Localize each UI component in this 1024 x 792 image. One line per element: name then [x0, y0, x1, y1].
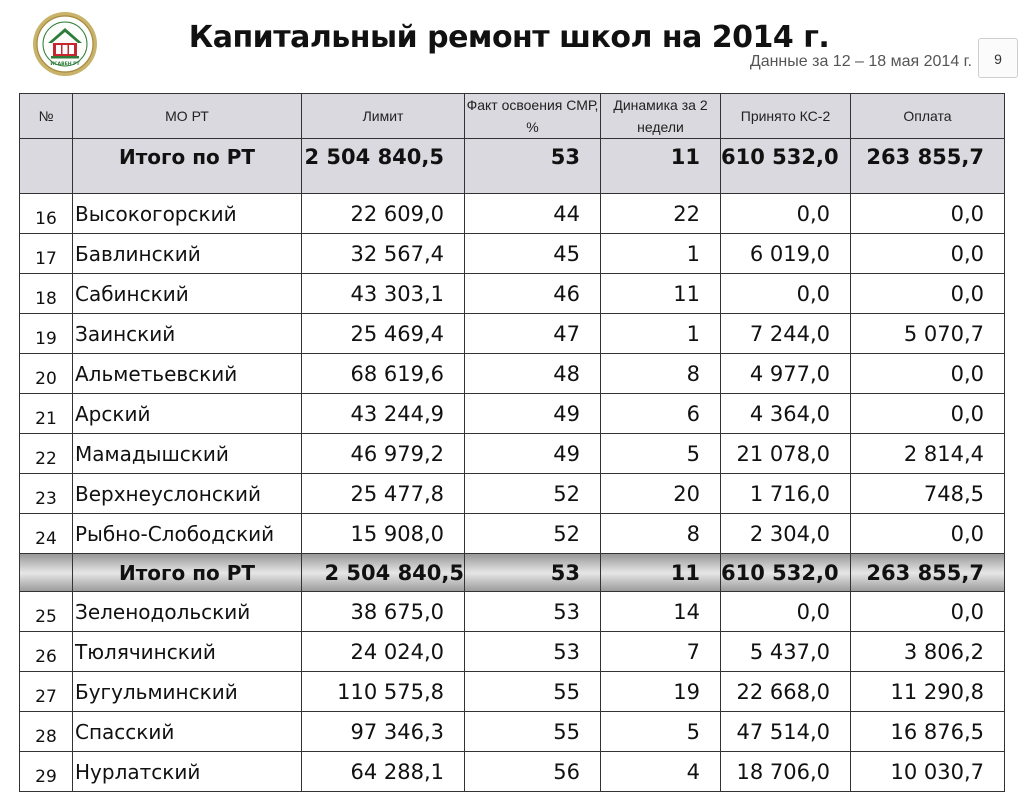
cell-fact: 55 — [465, 672, 601, 712]
cell-dyn: 5 — [601, 434, 721, 474]
cell-limit: 64 288,1 — [302, 752, 465, 792]
table-row — [20, 672, 1005, 712]
logo-caption: ИСАВЕН РТ — [50, 62, 80, 67]
cell-limit: 46 979,2 — [302, 434, 465, 474]
cell-fact: 45 — [465, 234, 601, 274]
cell-n: 25 — [20, 592, 73, 632]
cell-dyn: 1 — [601, 234, 721, 274]
cell-name: Бугульминский — [73, 672, 302, 712]
cell-ks2: 47 514,0 — [721, 712, 851, 752]
cell-fact: 52 — [465, 514, 601, 554]
table-row — [20, 394, 1005, 434]
cell-n: 19 — [20, 314, 73, 354]
column-header: МО РТ — [73, 94, 302, 139]
cell-name: Зеленодольский — [73, 592, 302, 632]
cell-pay: 10 030,7 — [851, 752, 1005, 792]
cell-n: 29 — [20, 752, 73, 792]
table-row — [20, 712, 1005, 752]
cell-fact: 53 — [465, 632, 601, 672]
cell-dyn: 19 — [601, 672, 721, 712]
cell-ks2: 2 304,0 — [721, 514, 851, 554]
total-row: Итого по РТ 2 504 840,5 53 11 610 532,0 263 855,7 — [20, 554, 1005, 592]
cell-n: 22 — [20, 434, 73, 474]
cell-pay: 0,0 — [851, 592, 1005, 632]
cell-pay: 2 814,4 — [851, 434, 1005, 474]
cell-fact: 53 — [465, 592, 601, 632]
cell-dyn: 5 — [601, 712, 721, 752]
cell-n: 18 — [20, 274, 73, 314]
cell-fact: 49 — [465, 434, 601, 474]
page-number: 9 — [978, 38, 1018, 78]
cell-dyn: 22 — [601, 194, 721, 234]
cell-pay: 0,0 — [851, 514, 1005, 554]
cell-name: Высокогорский — [73, 194, 302, 234]
cell-limit: 25 469,4 — [302, 314, 465, 354]
cell-fact: 48 — [465, 354, 601, 394]
cell-dyn: 6 — [601, 394, 721, 434]
cell-dyn: 8 — [601, 354, 721, 394]
cell-ks2: 4 364,0 — [721, 394, 851, 434]
cell-n: 20 — [20, 354, 73, 394]
cell-fact: 56 — [465, 752, 601, 792]
table-row — [20, 314, 1005, 354]
cell-dyn: 4 — [601, 752, 721, 792]
column-header: № — [20, 94, 73, 139]
cell-n: 16 — [20, 194, 73, 234]
cell-ks2: 18 706,0 — [721, 752, 851, 792]
total-row: Итого по РТ 2 504 840,5 53 11 610 532,0 263 855,7 — [20, 139, 1005, 194]
table-row — [20, 632, 1005, 672]
table-row — [20, 234, 1005, 274]
cell-ks2: 0,0 — [721, 274, 851, 314]
cell-name: Мамадышский — [73, 434, 302, 474]
cell-limit: 97 346,3 — [302, 712, 465, 752]
column-header: Факт освоения СМР, % — [465, 94, 601, 139]
cell-ks2: 7 244,0 — [721, 314, 851, 354]
cell-limit: 15 908,0 — [302, 514, 465, 554]
cell-n: 17 — [20, 234, 73, 274]
cell-name: Нурлатский — [73, 752, 302, 792]
cell-ks2: 1 716,0 — [721, 474, 851, 514]
cell-n: 27 — [20, 672, 73, 712]
table-row — [20, 354, 1005, 394]
cell-dyn: 8 — [601, 514, 721, 554]
repair-table — [19, 93, 1005, 792]
cell-fact: 46 — [465, 274, 601, 314]
table-header-row — [20, 94, 1005, 139]
table-row — [20, 752, 1005, 792]
column-header: Лимит — [302, 94, 465, 139]
cell-ks2: 0,0 — [721, 592, 851, 632]
cell-pay: 0,0 — [851, 354, 1005, 394]
cell-ks2: 6 019,0 — [721, 234, 851, 274]
cell-pay: 3 806,2 — [851, 632, 1005, 672]
cell-limit: 25 477,8 — [302, 474, 465, 514]
cell-n: 28 — [20, 712, 73, 752]
table-row — [20, 434, 1005, 474]
cell-name: Верхнеуслонский — [73, 474, 302, 514]
cell-limit: 38 675,0 — [302, 592, 465, 632]
table-row — [20, 474, 1005, 514]
cell-fact: 47 — [465, 314, 601, 354]
cell-name: Тюлячинский — [73, 632, 302, 672]
cell-fact: 55 — [465, 712, 601, 752]
cell-ks2: 0,0 — [721, 194, 851, 234]
cell-n: 23 — [20, 474, 73, 514]
cell-dyn: 7 — [601, 632, 721, 672]
cell-pay: 5 070,7 — [851, 314, 1005, 354]
cell-ks2: 4 977,0 — [721, 354, 851, 394]
cell-n: 21 — [20, 394, 73, 434]
cell-pay: 748,5 — [851, 474, 1005, 514]
column-header: Динамика за 2 недели — [601, 94, 721, 139]
cell-pay: 16 876,5 — [851, 712, 1005, 752]
cell-limit: 24 024,0 — [302, 632, 465, 672]
cell-name: Спасский — [73, 712, 302, 752]
column-header: Принято КС-2 — [721, 94, 851, 139]
cell-pay: 0,0 — [851, 394, 1005, 434]
cell-n: 24 — [20, 514, 73, 554]
cell-ks2: 22 668,0 — [721, 672, 851, 712]
date-range-subtitle: Данные за 12 – 18 мая 2014 г. — [749, 53, 972, 70]
cell-name: Рыбно-Слободский — [73, 514, 302, 554]
cell-name: Альметьевский — [73, 354, 302, 394]
cell-limit: 43 244,9 — [302, 394, 465, 434]
cell-fact: 44 — [465, 194, 601, 234]
cell-fact: 52 — [465, 474, 601, 514]
cell-ks2: 5 437,0 — [721, 632, 851, 672]
table-row — [20, 514, 1005, 554]
cell-fact: 49 — [465, 394, 601, 434]
cell-dyn: 1 — [601, 314, 721, 354]
table-row — [20, 274, 1005, 314]
cell-pay: 0,0 — [851, 194, 1005, 234]
table-row — [20, 592, 1005, 632]
cell-name: Арский — [73, 394, 302, 434]
cell-dyn: 20 — [601, 474, 721, 514]
cell-pay: 0,0 — [851, 234, 1005, 274]
cell-name: Заинский — [73, 314, 302, 354]
cell-pay: 11 290,8 — [851, 672, 1005, 712]
table-row — [20, 194, 1005, 234]
cell-limit: 32 567,4 — [302, 234, 465, 274]
cell-limit: 22 609,0 — [302, 194, 465, 234]
cell-n: 26 — [20, 632, 73, 672]
cell-ks2: 21 078,0 — [721, 434, 851, 474]
column-header: Оплата — [851, 94, 1005, 139]
page-title: Капитальный ремонт школ на 2014 г. — [188, 20, 830, 55]
cell-limit: 110 575,8 — [302, 672, 465, 712]
cell-limit: 43 303,1 — [302, 274, 465, 314]
cell-dyn: 14 — [601, 592, 721, 632]
cell-limit: 68 619,6 — [302, 354, 465, 394]
cell-name: Бавлинский — [73, 234, 302, 274]
cell-dyn: 11 — [601, 274, 721, 314]
cell-name: Сабинский — [73, 274, 302, 314]
cell-pay: 0,0 — [851, 274, 1005, 314]
